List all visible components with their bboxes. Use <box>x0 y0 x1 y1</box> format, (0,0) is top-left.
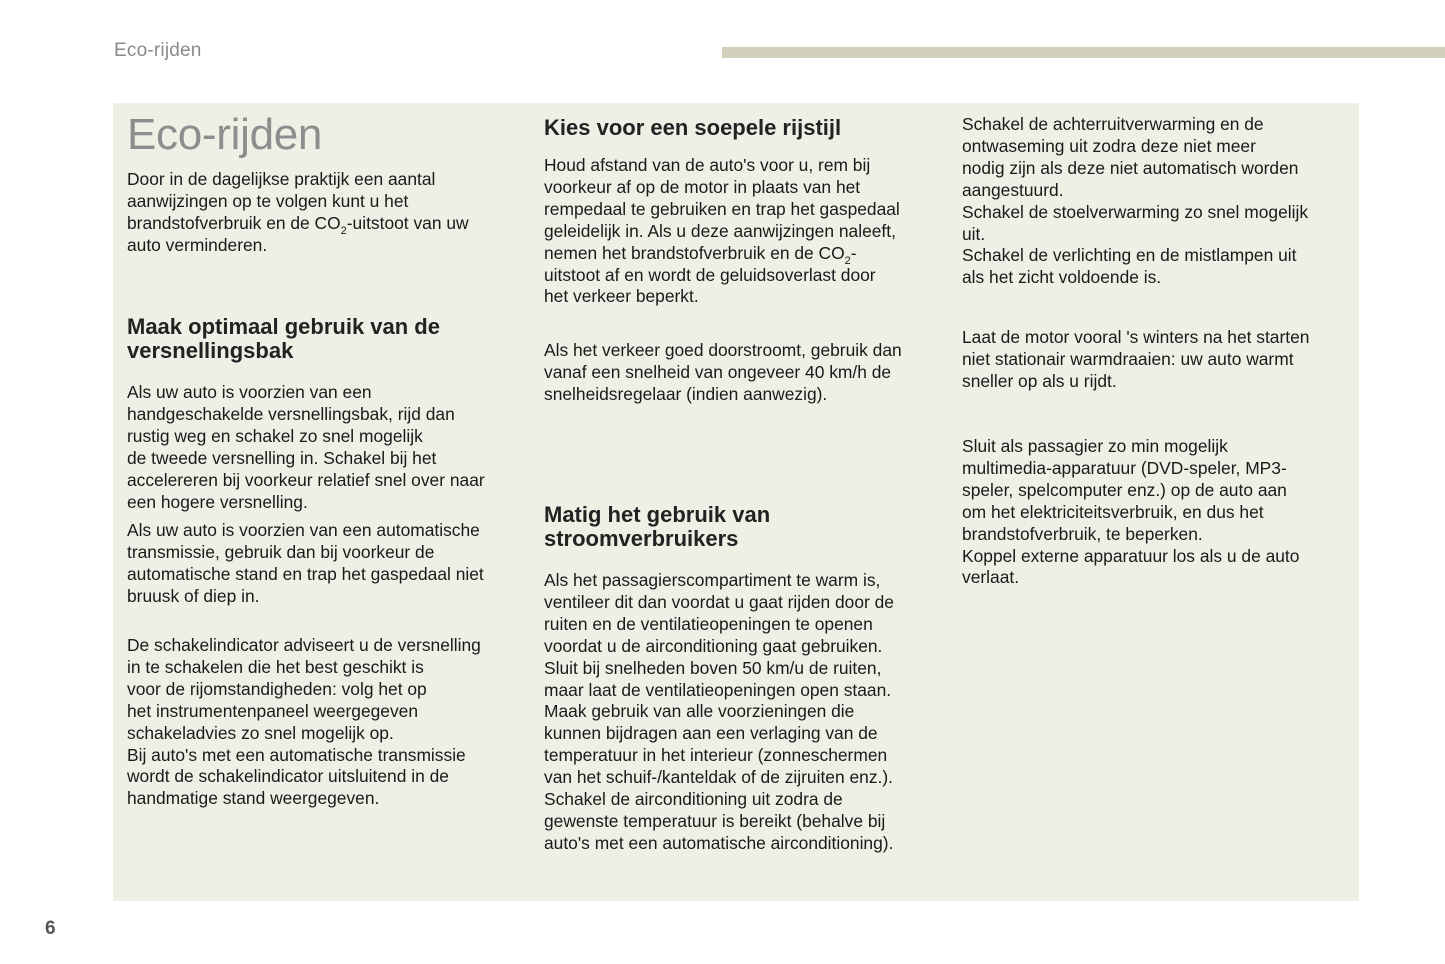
text-line: wordt de schakelindicator uitsluitend in de <box>127 766 449 787</box>
text-line: voordat u de airconditioning gaat gebruiken. <box>544 635 883 656</box>
text-line: speler, spelcomputer enz.) op de auto aan <box>962 479 1287 500</box>
text-line: bruusk of diep in. <box>127 585 260 606</box>
text-line: voorkeur af op de motor in plaats van het <box>544 176 861 197</box>
text-line: niet stationair warmdraaien: uw auto warmt <box>962 348 1294 369</box>
text-line: Schakel de verlichting en de mistlampen uit <box>962 245 1297 266</box>
gearbox-automatic-paragraph <box>127 520 484 608</box>
air-conditioning-paragraph <box>544 570 894 855</box>
heading-line: stroomverbruikers <box>544 526 739 551</box>
text-line: automatische stand en trap het gaspedaal niet <box>127 563 484 584</box>
text-line: maar laat de ventilatieopeningen open staan. <box>544 679 892 700</box>
text-line: transmissie, gebruik dan bij voorkeur de <box>127 541 435 562</box>
text-line: Als het verkeer goed doorstroomt, gebruik dan <box>544 340 902 360</box>
text-line: als het zicht voldoende is. <box>962 267 1162 288</box>
text-line: Door in de dagelijkse praktijk een aantal <box>127 169 436 189</box>
text-line: Laat de motor vooral 's winters na het starten <box>962 327 1310 347</box>
text-line: brandstofverbruik, te beperken. <box>962 523 1203 544</box>
page-title: Eco-rijden <box>127 110 323 159</box>
text-line: Houd afstand van de auto's voor u, rem bij <box>544 155 871 175</box>
text-line: De schakelindicator adviseert u de versnelling <box>127 635 481 655</box>
text-line: nodig zijn als deze niet automatisch worden <box>962 157 1299 178</box>
text-line: Als uw auto is voorzien van een automatische <box>127 520 480 540</box>
text-line: rustig weg en schakel zo snel mogelijk <box>127 425 423 446</box>
text-line: auto's met een automatische airconditioning). <box>544 832 894 853</box>
text-line: Als uw auto is voorzien van een <box>127 382 372 402</box>
text-line: voor de rijomstandigheden: volg het op <box>127 678 427 699</box>
text-line: van het schuif-/kanteldak of de zijruiten enz.). <box>544 767 893 788</box>
text-line: gewenste temperatuur is bereikt (behalve bij <box>544 810 886 831</box>
text-line: geleidelijk in. Als u deze aanwijzingen naleeft, <box>544 220 896 241</box>
content-panel <box>113 103 1359 901</box>
text-line: Schakel de achterruitverwarming en de <box>962 114 1264 134</box>
heading-line: Maak optimaal gebruik van de <box>127 314 440 339</box>
page-number: 6 <box>45 918 56 939</box>
cruise-control-paragraph <box>544 340 902 406</box>
text-line: temperatuur in het interieur (zonneschermen <box>544 745 888 766</box>
text-line: ventileer dit dan voordat u gaat rijden door de <box>544 591 894 612</box>
shift-indicator-paragraph <box>127 635 481 810</box>
text-line: aangestuurd. <box>962 179 1064 200</box>
gearbox-heading <box>127 315 440 363</box>
heating-lights-paragraph <box>962 114 1308 289</box>
text-line: sneller op als u rijdt. <box>962 370 1117 391</box>
text-line: het instrumentenpaneel weergegeven <box>127 700 419 721</box>
text-line: rempedaal te gebruiken en trap het gaspedaal <box>544 198 900 219</box>
subscript: 2 <box>844 254 851 267</box>
text-line: brandstofverbruik en de $CO_2$-uitstoot van uw <box>127 212 469 237</box>
text-line: multimedia-apparatuur (DVD-speler, MP3- <box>962 457 1287 478</box>
text-line: vanaf een snelheid van ongeveer 40 km/h de <box>544 361 892 382</box>
power-consumers-heading <box>544 503 770 551</box>
text-line: handmatige stand weergegeven. <box>127 788 380 809</box>
text-line: handgeschakelde versnellingsbak, rijd dan <box>127 403 455 424</box>
text-line: Koppel externe apparatuur los als u de auto <box>962 545 1300 566</box>
driving-style-paragraph <box>544 155 900 308</box>
text-line: uit. <box>962 223 986 244</box>
gearbox-manual-paragraph <box>127 382 485 513</box>
text-line: kunnen bijdragen aan een verlaging van de <box>544 723 878 744</box>
engine-warmup-paragraph <box>962 327 1309 393</box>
text-line: schakeladvies zo snel mogelijk op. <box>127 722 394 743</box>
text-line: uitstoot af en wordt de geluidsoverlast door <box>544 264 876 285</box>
driving-style-heading: Kies voor een soepele rijstijl <box>544 115 842 140</box>
text-line: Schakel de stoelverwarming zo snel mogelijk <box>962 201 1309 222</box>
text-line: snelheidsregelaar (indien aanwezig). <box>544 383 828 404</box>
text-line: Bij auto's met een automatische transmissie <box>127 744 466 765</box>
subscript: 2 <box>340 224 347 237</box>
text-line: auto verminderen. <box>127 234 268 255</box>
text-line: nemen het brandstofverbruik en de $CO_2-$ <box>544 242 857 267</box>
text-line: om het elektriciteitsverbruik, en dus het <box>962 501 1264 522</box>
text-line: Sluit als passagier zo min mogelijk <box>962 436 1228 456</box>
running-head: Eco-rijden <box>114 40 202 61</box>
heading-line: versnellingsbak <box>127 338 294 363</box>
intro-paragraph <box>127 169 469 257</box>
text-line: Schakel de airconditioning uit zodra de <box>544 789 843 810</box>
text-line: Sluit bij snelheden boven 50 km/u de ruiten, <box>544 657 882 678</box>
text-line: in te schakelen die het best geschikt is <box>127 656 424 677</box>
text-line: accelereren bij voorkeur relatief snel over naar <box>127 469 485 490</box>
heading-line: Matig het gebruik van <box>544 502 771 527</box>
text-line: de tweede versnelling in. Schakel bij het <box>127 447 437 468</box>
text-line: ontwaseming uit zodra deze niet meer <box>962 135 1256 156</box>
text-line: aanwijzingen op te volgen kunt u het <box>127 190 409 211</box>
text-line: ruiten en de ventilatieopeningen te openen <box>544 613 873 634</box>
text-line: Als het passagierscompartiment te warm is, <box>544 570 881 590</box>
header-bar <box>722 47 1445 58</box>
text-line: een hogere versnelling. <box>127 491 308 512</box>
text-line: het verkeer beperkt. <box>544 286 699 307</box>
text-line: verlaat. <box>962 567 1020 588</box>
multimedia-paragraph <box>962 436 1299 589</box>
text-line: Maak gebruik van alle voorzieningen die <box>544 701 855 722</box>
